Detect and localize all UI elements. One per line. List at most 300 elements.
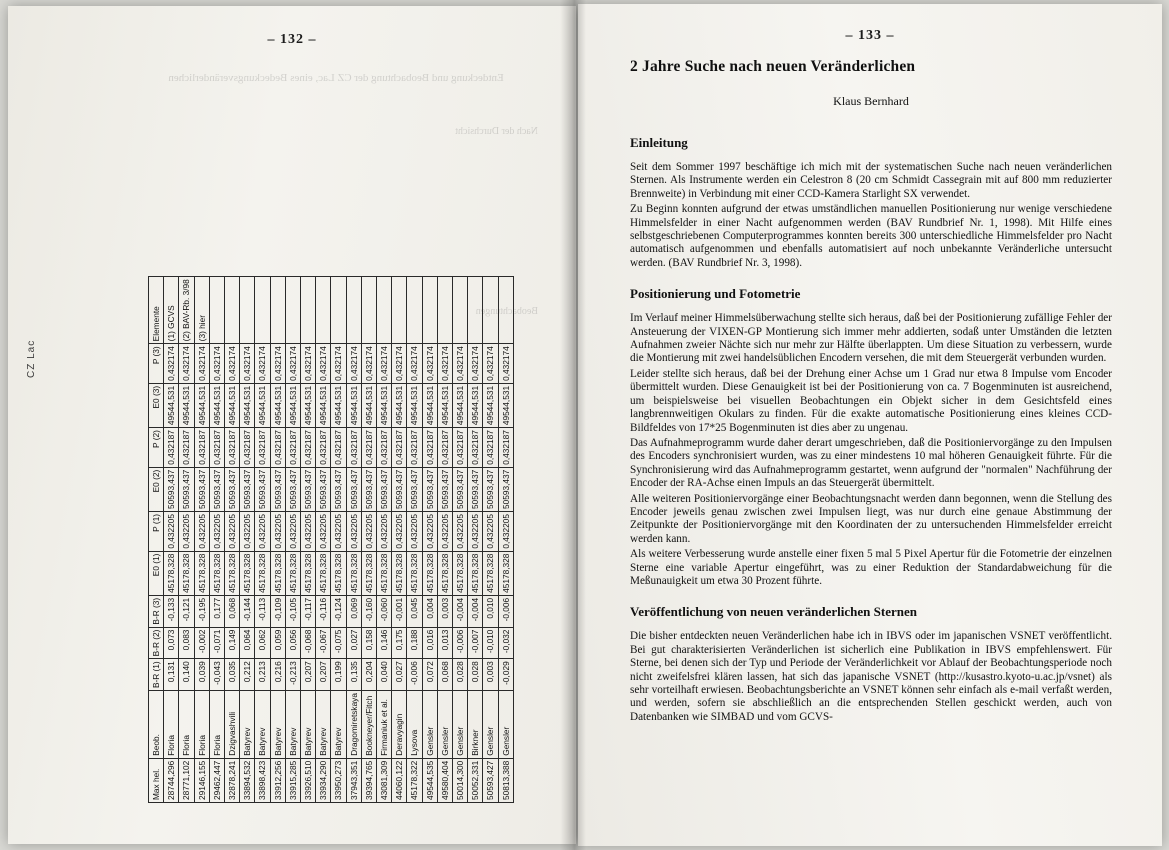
table-cell: 0,432187 — [270, 428, 285, 468]
table-cell: 0,432174 — [240, 344, 255, 384]
table-cell: 0,028 — [453, 659, 468, 691]
table-cell: 0,432187 — [301, 428, 316, 468]
table-cell: 0,432174 — [331, 344, 346, 384]
table-cell — [346, 277, 361, 344]
table-cell: 49544,531 — [285, 383, 300, 427]
table-cell — [255, 277, 270, 344]
table-cell: -0,010 — [483, 627, 498, 659]
table-cell: 49544,535 — [422, 758, 437, 802]
table-cell: 0,188 — [407, 627, 422, 659]
table-cell: 0,432174 — [407, 344, 422, 384]
table-cell: 0,083 — [179, 627, 194, 659]
table-cell: Floria — [194, 691, 209, 759]
table-cell: 0,068 — [437, 659, 452, 691]
table-cell: Batyrev — [331, 691, 346, 759]
table-cell: 49544,531 — [164, 383, 179, 427]
left-page — [8, 6, 576, 844]
article-section — [630, 135, 1112, 270]
table-cell: 32878,241 — [225, 758, 240, 802]
table-cell: 0,432205 — [377, 512, 392, 552]
table-row — [422, 277, 437, 803]
table-cell: 45178,322 — [407, 758, 422, 802]
table-cell: Dzigvashvili — [225, 691, 240, 759]
table-column-header: P (1) — [149, 512, 164, 552]
table-column-header: E0 (3) — [149, 383, 164, 427]
table-cell: 29146,155 — [194, 758, 209, 802]
table-cell: -0,124 — [331, 595, 346, 627]
table-cell: 0,432174 — [270, 344, 285, 384]
table-row — [270, 277, 285, 803]
table-row — [316, 277, 331, 803]
table-cell: -0,004 — [468, 595, 483, 627]
table-cell: 50593,437 — [377, 467, 392, 511]
table-cell: 33915,285 — [285, 758, 300, 802]
table-cell: 49544,531 — [316, 383, 331, 427]
table-cell: 0,432205 — [498, 512, 513, 552]
table-column-header: B-R (3) — [149, 595, 164, 627]
table-cell: 49544,531 — [422, 383, 437, 427]
table-cell: 0,432205 — [194, 512, 209, 552]
table-row — [377, 277, 392, 803]
table-cell: 0,432187 — [285, 428, 300, 468]
table-cell: 0,207 — [301, 659, 316, 691]
table-column-header: Elemente — [149, 277, 164, 344]
observations-table-container — [148, 103, 618, 803]
table-cell: 45178,328 — [301, 551, 316, 595]
table-column-header: B-R (2) — [149, 627, 164, 659]
table-cell: 50593,437 — [255, 467, 270, 511]
table-cell: Batyrev — [240, 691, 255, 759]
table-cell: 0,432187 — [483, 428, 498, 468]
table-cell: 0,432187 — [331, 428, 346, 468]
table-cell — [285, 277, 300, 344]
table-cell: 0,027 — [392, 659, 407, 691]
table-column-header: E0 (1) — [149, 551, 164, 595]
table-cell: 0,213 — [255, 659, 270, 691]
table-cell: 49544,531 — [194, 383, 209, 427]
table-cell: 0,432174 — [179, 344, 194, 384]
table-cell: 0,432205 — [285, 512, 300, 552]
table-cell: 0,432205 — [209, 512, 224, 552]
table-column-header: P (2) — [149, 428, 164, 468]
table-cell: 45178,328 — [285, 551, 300, 595]
table-cell: 45178,328 — [240, 551, 255, 595]
table-cell: 50593,437 — [194, 467, 209, 511]
table-cell: 0,045 — [407, 595, 422, 627]
paragraph: Leider stellte sich heraus, daß bei der Drehung einer Achse um 1 Grad nur etwa 8 Impulse vom Encoder übermittelt wurden. Diese Genauigkeit ist bei der Positionierung von ca. 7 Bogenminuten ist ausreichend, um beispielsweise bei visuellen Beobachtungen ein Objekt sicher in dem Gesichtsfeld eines langbrennweitigen Okulars zu finden. Für die exakte automatische Positionierung eines kleines CCD-Bildfeldes von 17*25 Bogenminuten ist dies aber zu ungenau. — [630, 367, 1112, 434]
bleed-through-title: Entdeckung und Beobachtung der CZ Lac, eines Bedeckungsveränderlichen — [168, 72, 504, 84]
table-cell: 33950,273 — [331, 758, 346, 802]
table-cell: 50014,300 — [453, 758, 468, 802]
table-cell: 0,432174 — [498, 344, 513, 384]
table-cell: 0,432205 — [483, 512, 498, 552]
table-cell: 49544,531 — [346, 383, 361, 427]
table-cell: 45178,328 — [377, 551, 392, 595]
table-cell: -0,068 — [301, 627, 316, 659]
table-cell: 0,016 — [422, 627, 437, 659]
table-cell: 45178,328 — [392, 551, 407, 595]
table-cell: 0,432174 — [301, 344, 316, 384]
table-cell: 0,432174 — [194, 344, 209, 384]
table-cell: 49544,531 — [361, 383, 376, 427]
table-row — [179, 277, 194, 803]
table-cell: -0,075 — [331, 627, 346, 659]
table-cell — [453, 277, 468, 344]
table-cell: 0,039 — [194, 659, 209, 691]
table-cell: 50593,437 — [468, 467, 483, 511]
table-cell: 0,207 — [316, 659, 331, 691]
table-cell: 0,432174 — [437, 344, 452, 384]
table-cell: 49544,531 — [483, 383, 498, 427]
table-row — [240, 277, 255, 803]
table-cell: Gensler — [483, 691, 498, 759]
table-cell: -0,117 — [301, 595, 316, 627]
table-cell — [301, 277, 316, 344]
table-cell: 0,432187 — [361, 428, 376, 468]
table-cell — [498, 277, 513, 344]
table-cell: 0,131 — [164, 659, 179, 691]
table-cell: 45178,328 — [225, 551, 240, 595]
table-cell — [316, 277, 331, 344]
table-cell: 50593,437 — [316, 467, 331, 511]
table-cell: 0,432187 — [407, 428, 422, 468]
table-cell: -0,006 — [407, 659, 422, 691]
table-cell: 49544,531 — [407, 383, 422, 427]
table-cell: 49544,531 — [179, 383, 194, 427]
table-cell: 0,432174 — [468, 344, 483, 384]
table-cell: 49544,531 — [437, 383, 452, 427]
table-cell: 50593,437 — [437, 467, 452, 511]
table-cell: 0,432174 — [255, 344, 270, 384]
paragraph: Im Verlauf meiner Himmelsüberwachung stellte sich heraus, daß bei der Positionierung zufällige Fehler der Ansteuerung der VIXEN-GP Montierung sich immer mehr addierten, sodaß unter Umständen die letzten Aufnahmen zweier Nächte sich nur mehr zur Hälfte überlappten. Um diese Situation zu verbessern, wurde die Montierung mit zwei handelsüblichen Encodern versehen, die mit dem Steuergerät verbunden wurden. — [630, 312, 1112, 365]
table-cell: 28744,296 — [164, 758, 179, 802]
table-cell: 45178,328 — [437, 551, 452, 595]
table-cell: 0,432205 — [240, 512, 255, 552]
table-cell: Batyrev — [316, 691, 331, 759]
table-cell: 0,199 — [331, 659, 346, 691]
table-cell: 50593,437 — [346, 467, 361, 511]
table-cell: 28771,102 — [179, 758, 194, 802]
table-cell: 0,432205 — [422, 512, 437, 552]
table-cell: 0,069 — [346, 595, 361, 627]
table-cell: 0,432187 — [468, 428, 483, 468]
table-row — [346, 277, 361, 803]
article-author: Klaus Bernhard — [833, 94, 909, 108]
table-cell: 0,432205 — [437, 512, 452, 552]
table-cell: -0,109 — [270, 595, 285, 627]
paragraph: Die bisher entdeckten neuen Veränderlichen habe ich in IBVS oder im japanischen VSNET veröffentlicht. Bei gut charakterisierten Veränderlichen ist sicherlich eine Publikation in IBVS empfehlenswert. Für Sterne, bei denen sich der Typ und Periode der Veränderlichkeit vor Ablauf der Beobachtungsperiode noch nicht zweifelsfrei klären lassen, hat sich das japanische VSNET (http://kusastro.kyoto-u.ac.jp/vsnet) als sehr vorteilhaft erwiesen. Beobachtungsberichte an VSNET können sehr einfach als e-mail verfaßt werden, und werden, sofern sie abschließlich an die entsprechenden Stellen geschickt werden, auch von Datenbanken wie SIMBAD und vom GCVS- — [630, 630, 1112, 723]
table-cell: Batyrev — [285, 691, 300, 759]
table-cell: -0,195 — [194, 595, 209, 627]
table-cell — [209, 277, 224, 344]
table-cell: 50593,427 — [483, 758, 498, 802]
table-cell: -0,002 — [194, 627, 209, 659]
table-cell: Dragomiretskaya — [346, 691, 361, 759]
table-cell — [270, 277, 285, 344]
table-row — [164, 277, 179, 803]
table-column-header: P (3) — [149, 344, 164, 384]
table-cell: 0,432205 — [179, 512, 194, 552]
table-cell: 0,432187 — [377, 428, 392, 468]
table-cell: 45178,328 — [331, 551, 346, 595]
table-cell: 0,432174 — [346, 344, 361, 384]
table-cell: 45178,328 — [361, 551, 376, 595]
table-cell: Batyrev — [270, 691, 285, 759]
table-cell: 50593,437 — [285, 467, 300, 511]
table-cell: 50593,437 — [209, 467, 224, 511]
table-cell: 49544,531 — [270, 383, 285, 427]
table-row — [407, 277, 422, 803]
table-cell: 0,212 — [240, 659, 255, 691]
table-row — [225, 277, 240, 803]
table-row — [392, 277, 407, 803]
table-cell: Gensler — [422, 691, 437, 759]
table-cell: 49544,531 — [377, 383, 392, 427]
table-cell: (1) GCVS — [164, 277, 179, 344]
table-cell — [377, 277, 392, 344]
table-cell: 0,432187 — [255, 428, 270, 468]
table-cell: 45178,328 — [179, 551, 194, 595]
table-cell: 33934,290 — [316, 758, 331, 802]
table-cell: 0,432174 — [316, 344, 331, 384]
table-cell: 0,432187 — [453, 428, 468, 468]
article-section — [630, 604, 1112, 724]
table-cell: -0,032 — [498, 627, 513, 659]
table-cell: 0,432187 — [179, 428, 194, 468]
table-cell: 49544,531 — [453, 383, 468, 427]
table-cell: -0,121 — [179, 595, 194, 627]
table-cell: Floria — [179, 691, 194, 759]
table-cell: 0,432205 — [346, 512, 361, 552]
table-cell: 33898,423 — [255, 758, 270, 802]
table-cell: 50593,437 — [422, 467, 437, 511]
table-cell — [422, 277, 437, 344]
table-cell: (3) hier — [194, 277, 209, 344]
table-cell: 50593,437 — [392, 467, 407, 511]
table-cell: Floria — [209, 691, 224, 759]
table-cell: 45178,328 — [422, 551, 437, 595]
table-cell: -0,006 — [453, 627, 468, 659]
table-cell: 0,059 — [270, 627, 285, 659]
right-page — [578, 4, 1162, 846]
section-heading: Einleitung — [630, 135, 688, 150]
table-cell: 0,064 — [240, 627, 255, 659]
table-row — [468, 277, 483, 803]
table-cell — [240, 277, 255, 344]
table-cell: 0,432187 — [422, 428, 437, 468]
table-cell: 0,432187 — [194, 428, 209, 468]
table-cell: 50593,437 — [179, 467, 194, 511]
table-cell: 50593,437 — [240, 467, 255, 511]
table-cell: 0,432174 — [453, 344, 468, 384]
table-cell: -0,004 — [453, 595, 468, 627]
table-cell: Gensler — [498, 691, 513, 759]
table-cell: 0,432205 — [316, 512, 331, 552]
table-body — [164, 277, 514, 803]
bleed-through-block-1: Nach der Durchsicht — [455, 126, 538, 137]
table-cell: 45178,328 — [255, 551, 270, 595]
bleed-through-block-2: Beobachtungen — [475, 306, 538, 317]
table-cell: 0,040 — [377, 659, 392, 691]
table-cell: 37943,351 — [346, 758, 361, 802]
table-cell: -0,029 — [498, 659, 513, 691]
table-cell: 0,432205 — [407, 512, 422, 552]
table-cell: -0,213 — [285, 659, 300, 691]
table-cell: 0,204 — [361, 659, 376, 691]
page-number-left: – 132 – — [267, 32, 317, 47]
table-cell: Lysova — [407, 691, 422, 759]
table-cell — [361, 277, 376, 344]
table-cell: 45178,328 — [164, 551, 179, 595]
table-cell: 49544,531 — [331, 383, 346, 427]
article-body — [630, 58, 1112, 740]
table-cell: 0,432205 — [270, 512, 285, 552]
table-cell: 0,072 — [422, 659, 437, 691]
table-cell: 0,432174 — [361, 344, 376, 384]
section-heading: Veröffentlichung von neuen veränderlichen Sternen — [630, 604, 917, 620]
table-cell: 50052,331 — [468, 758, 483, 802]
table-cell: 0,432187 — [316, 428, 331, 468]
table-cell: 50813,388 — [498, 758, 513, 802]
table-cell: 0,135 — [346, 659, 361, 691]
table-row — [498, 277, 513, 803]
table-cell: 50593,437 — [483, 467, 498, 511]
article-sections — [630, 135, 1112, 724]
table-cell: 0,149 — [225, 627, 240, 659]
table-cell: 0,056 — [285, 627, 300, 659]
table-cell: 0,035 — [225, 659, 240, 691]
table-cell: -0,133 — [164, 595, 179, 627]
table-cell: 0,432205 — [225, 512, 240, 552]
table-cell: (2) BAV-Rb. 3/98 — [179, 277, 194, 344]
table-cell: 0,062 — [255, 627, 270, 659]
table-cell — [468, 277, 483, 344]
paragraph: Zu Beginn konnten aufgrund der etwas umständlichen manuellen Positionierung nur wenige verschiedene Himmelsfelder in einer Nacht aufgenommen werden (BAV Rundbrief Nr. 1, 1998). Mit Hilfe eines selbstgeschriebenen Computerprogrammes konnten bereits 300 unterschiedliche Himmelsfelder pro Nacht automatisch aufgenommen und ebenfalls automatisiert auf noch unbekannte Veränderliche untersucht werden. (BAV Rundbrief Nr. 3, 1998). — [630, 203, 1112, 269]
table-cell: 45178,328 — [209, 551, 224, 595]
table-cell: 0,432187 — [209, 428, 224, 468]
table-cell: 0,010 — [483, 595, 498, 627]
table-cell: 0,432205 — [164, 512, 179, 552]
table-cell: 0,432174 — [285, 344, 300, 384]
table-cell: 50593,437 — [301, 467, 316, 511]
table-cell — [407, 277, 422, 344]
table-cell: 50593,437 — [331, 467, 346, 511]
table-cell: 0,216 — [270, 659, 285, 691]
table-cell: 45178,328 — [194, 551, 209, 595]
table-row — [301, 277, 316, 803]
table-row — [209, 277, 224, 803]
table-cell: 50593,437 — [225, 467, 240, 511]
table-cell: -0,001 — [392, 595, 407, 627]
star-designation-label: CZ Lac — [26, 339, 37, 378]
table-column-header: Beob. — [149, 691, 164, 759]
table-cell: 49544,531 — [209, 383, 224, 427]
table-cell — [437, 277, 452, 344]
table-cell: -0,113 — [255, 595, 270, 627]
table-cell: 49544,531 — [498, 383, 513, 427]
table-cell: 0,432205 — [331, 512, 346, 552]
table-row — [453, 277, 468, 803]
table-cell: -0,105 — [285, 595, 300, 627]
table-cell: 45178,328 — [468, 551, 483, 595]
article-section — [630, 286, 1112, 588]
table-cell — [483, 277, 498, 344]
table-cell: 0,175 — [392, 627, 407, 659]
table-cell: Birkner — [468, 691, 483, 759]
table-cell: 0,432174 — [483, 344, 498, 384]
table-cell: Deravyagin — [392, 691, 407, 759]
table-cell: 29462,447 — [209, 758, 224, 802]
table-cell: -0,060 — [377, 595, 392, 627]
table-cell: -0,160 — [361, 595, 376, 627]
table-cell: 0,432174 — [164, 344, 179, 384]
table-row — [285, 277, 300, 803]
table-row — [194, 277, 209, 803]
table-cell: Batyrev — [255, 691, 270, 759]
table-cell: 39394,765 — [361, 758, 376, 802]
table-cell: 45178,328 — [407, 551, 422, 595]
table-cell: Floria — [164, 691, 179, 759]
table-cell: 0,028 — [468, 659, 483, 691]
page-number-right: – 133 – — [845, 28, 895, 43]
table-cell: 49544,531 — [255, 383, 270, 427]
table-cell: 45178,328 — [498, 551, 513, 595]
table-cell: 0,432174 — [225, 344, 240, 384]
table-cell: -0,043 — [209, 659, 224, 691]
section-heading: Positionierung und Fotometrie — [630, 286, 801, 302]
table-cell: 0,432187 — [240, 428, 255, 468]
table-cell: 45178,328 — [483, 551, 498, 595]
table-cell: 0,432187 — [164, 428, 179, 468]
table-cell: 0,432174 — [392, 344, 407, 384]
table-cell: 0,432205 — [361, 512, 376, 552]
table-cell: 0,068 — [225, 595, 240, 627]
table-cell: 0,432187 — [498, 428, 513, 468]
table-cell: 44060,122 — [392, 758, 407, 802]
table-cell: 0,013 — [437, 627, 452, 659]
table-cell: 0,432174 — [422, 344, 437, 384]
table-column-header: Max hel. — [149, 758, 164, 802]
table-cell: 0,140 — [179, 659, 194, 691]
paragraph: Seit dem Sommer 1997 beschäftige ich mich mit der systematischen Suche nach neuen veränderlichen Sternen. Als Instrumente werden ein Celestron 8 (20 cm Schmidt Cassegrain mit auf 800 mm reduzierter Brennweite) in Verbindung mit einer CCD-Kamera Starlight SX verwendet. — [630, 161, 1112, 200]
table-cell: Batyrev — [301, 691, 316, 759]
table-cell: 0,432174 — [209, 344, 224, 384]
table-cell — [225, 277, 240, 344]
table-cell: 50593,437 — [407, 467, 422, 511]
table-cell: 45178,328 — [270, 551, 285, 595]
table-row — [255, 277, 270, 803]
paragraph: Alle weiteren Positioniervorgänge einer Beobachtungsnacht werden dann begonnen, wenn die Stellung des Encoder jeweils genau zwischen zwei Impulsen liegt, was nur durch eine genaue Abstimmung der Zeitpunkte der Positioniervorgänge mit den Koordinaten der zu untersuchenden Himmelsfelder erreicht werden kann. — [630, 492, 1112, 545]
table-cell: 0,432174 — [377, 344, 392, 384]
table-cell: 0,432205 — [255, 512, 270, 552]
table-cell: 0,004 — [422, 595, 437, 627]
table-cell: 49580,404 — [437, 758, 452, 802]
observations-table — [148, 276, 514, 803]
table-cell: 0,432187 — [346, 428, 361, 468]
table-cell: 0,158 — [361, 627, 376, 659]
table-cell: 33894,532 — [240, 758, 255, 802]
table-cell: 0,003 — [437, 595, 452, 627]
table-cell: 0,003 — [483, 659, 498, 691]
table-row — [437, 277, 452, 803]
table-cell: 0,432187 — [437, 428, 452, 468]
table-row — [483, 277, 498, 803]
table-cell: 50593,437 — [453, 467, 468, 511]
table-cell: Gensler — [437, 691, 452, 759]
table-cell: 0,432187 — [392, 428, 407, 468]
table-cell: -0,144 — [240, 595, 255, 627]
table-cell: -0,006 — [498, 595, 513, 627]
